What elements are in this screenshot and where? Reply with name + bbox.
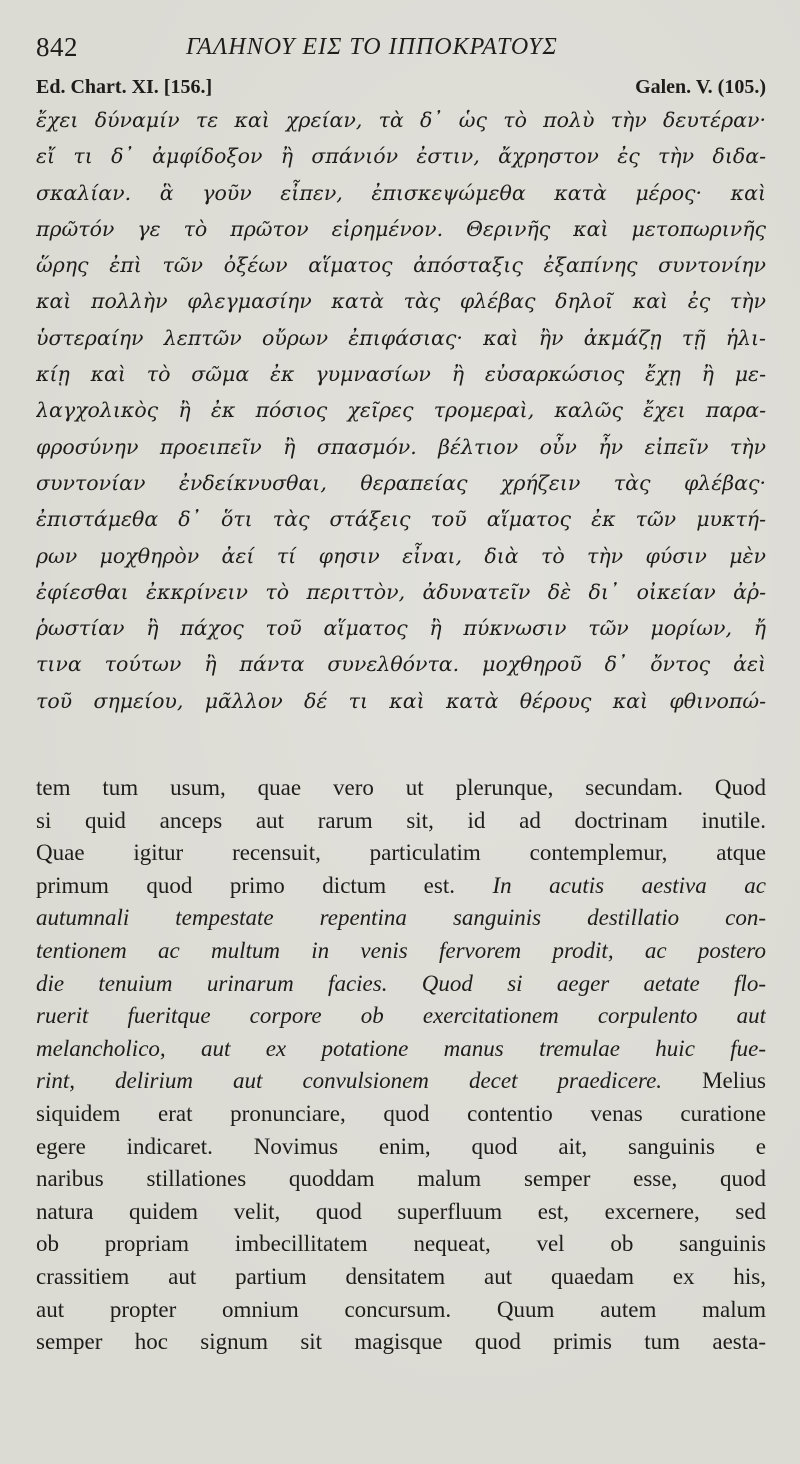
page-number: 842 (36, 32, 78, 62)
latin-text-line (36, 837, 766, 870)
greek-text-block (36, 102, 766, 719)
greek-text-line: ἐπιστάμεθα δ᾽ ὅτι τὰς στάξεις τοῦ αἵματος ἐκ τῶν μυκτή- (36, 507, 766, 532)
latin-italic-segment: autumnali tempestate repentina sanguinis destillatio con- (36, 905, 766, 931)
greek-text-line: ὥρης ἐπὶ τῶν ὀξέων αἵματος ἀπόσταξις ἐξαπίνης συντονίην (36, 253, 766, 278)
greek-text-line: πρῶτόν γε τὸ πρῶτον εἰρημένον. Θερινῆς καὶ μετοπωρινῆς (36, 216, 766, 241)
latin-text-line (36, 1326, 766, 1359)
greek-text-line: σκαλίαν. ἃ γοῦν εἶπεν, ἐπισκεψώμεθα κατὰ μέρος· καὶ (36, 180, 766, 205)
latin-roman-segment: egere indicaret. Novimus enim, quod ait, sanguinis e (36, 1133, 766, 1159)
latin-italic-segment: die tenuium urinarum facies. Quod si aeger aetate flo- (36, 970, 766, 996)
latin-text-line (36, 1163, 766, 1196)
greek-text-line: τοῦ σημείου, μᾶλλον δέ τι καὶ κατὰ θέρους καὶ φθινοπώ- (36, 688, 766, 713)
latin-text-line (36, 1228, 766, 1261)
latin-italic-segment: tentionem ac multum in venis fervorem prodit, ac postero (36, 937, 766, 963)
latin-text-line (36, 1065, 766, 1098)
greek-text-line: ὑστεραίην λεπτῶν οὔρων ἐπιφάσιας· καὶ ἢν ἀκμάζῃ τῇ ἡλι- (36, 325, 766, 350)
greek-text-line: ἐφίεσθαι ἐκκρίνειν τὸ περιττὸν, ἀδυνατεῖν δὲ δι᾽ οἰκείαν ἀῤ- (36, 579, 766, 604)
running-title: ΓΑΛΗΝΟΥ ΕΙΣ ΤΟ ΙΠΠΟΚΡΑΤΟΥΣ (186, 34, 558, 60)
latin-text-line (36, 805, 766, 838)
latin-text-line (36, 935, 766, 968)
edition-chartier-reference: Ed. Chart. XI. [156.] (36, 76, 213, 98)
latin-roman-segment: aut propter omnium concursum. Quum autem malum (36, 1296, 766, 1322)
latin-text-line (36, 1033, 766, 1066)
latin-text-line (36, 1294, 766, 1327)
latin-text-line (36, 1000, 766, 1033)
greek-text-line: λαγχολικὸς ἢ ἐκ πόσιος χεῖρες τρομεραὶ, καλῶς ἔχει παρα- (36, 398, 766, 423)
edition-galen-reference: Galen. V. (105.) (635, 76, 766, 98)
latin-text-line (36, 1261, 766, 1294)
latin-roman-segment: crassitiem aut partium densitatem aut quaedam ex his, (36, 1263, 766, 1289)
latin-text-line (36, 902, 766, 935)
latin-text-line (36, 772, 766, 805)
greek-text-line: συντονίαν ἐνδείκνυσθαι, θεραπείας χρήζειν τὰς φλέβας· (36, 470, 766, 495)
latin-italic-segment: ruerit fueritque corpore ob exercitationem corpulento aut (36, 1003, 766, 1029)
latin-roman-segment: natura quidem velit, quod superfluum est, excernere, sed (36, 1198, 766, 1224)
greek-text-line: εἴ τι δ᾽ ἀμφίδοξον ἢ σπάνιόν ἐστιν, ἄχρηστον ἐς τὴν διδα- (36, 144, 766, 169)
greek-text-line: τινα τούτων ἢ πάντα συνελθόντα. μοχθηροῦ δ᾽ ὄντος ἀεὶ (36, 652, 766, 677)
latin-roman-segment: ob propriam imbecillitatem nequeat, vel ob sanguinis (36, 1231, 766, 1257)
latin-roman-segment: siquidem erat pronunciare, quod contentio venas curatione (36, 1100, 766, 1126)
latin-text-line (36, 1131, 766, 1164)
latin-roman-segment: Quae igitur recensuit, particulatim contemplemur, atque (36, 840, 766, 866)
latin-text-line (36, 1098, 766, 1131)
greek-text-line: ἔχει δύναμίν τε καὶ χρείαν, τὰ δ᾽ ὡς τὸ πολὺ τὴν δευτέραν· (36, 108, 766, 132)
latin-italic-segment: melancholico, aut ex potatione manus tremulae huic fue- (36, 1035, 766, 1061)
greek-text-line: ρων μοχθηρὸν ἀεί τί φησιν εἶναι, διὰ τὸ τὴν φύσιν μὲν (36, 543, 766, 568)
latin-roman-segment: tem tum usum, quae vero ut plerunque, secundam. Quod (36, 775, 766, 800)
greek-text-line: κίῃ καὶ τὸ σῶμα ἐκ γυμνασίων ἢ εὐσαρκώσιος ἔχῃ ἢ με- (36, 362, 766, 387)
latin-italic-segment: rint, delirium aut convulsionem decet praedicere. (36, 1068, 703, 1094)
greek-text-line: καὶ πολλὴν φλεγμασίην κατὰ τὰς φλέβας δηλοῖ καὶ ἐς τὴν (36, 289, 766, 314)
greek-text-line: φροσύνην προειπεῖν ἢ σπασμόν. βέλτιον οὖν ἦν εἰπεῖν τὴν (36, 434, 766, 459)
page-header (36, 30, 766, 70)
latin-text-block (36, 772, 766, 1359)
greek-text-line: ῥωστίαν ἢ πάχος τοῦ αἵματος ἢ πύκνωσιν τῶν μορίων, ἤ (36, 616, 766, 641)
latin-text-line (36, 1196, 766, 1229)
latin-roman-segment: Melius (702, 1068, 766, 1094)
latin-text-line (36, 968, 766, 1001)
latin-roman-segment: naribus stillationes quoddam malum semper esse, quod (36, 1166, 766, 1192)
latin-text-line (36, 870, 766, 903)
latin-roman-segment: primum quod primo dictum est. (36, 872, 493, 898)
latin-roman-segment: si quid anceps aut rarum sit, id ad doctrinam inutile. (36, 807, 766, 833)
latin-roman-segment: semper hoc signum sit magisque quod primis tum aesta- (36, 1329, 766, 1355)
latin-italic-segment: In acutis aestiva ac (492, 872, 766, 898)
